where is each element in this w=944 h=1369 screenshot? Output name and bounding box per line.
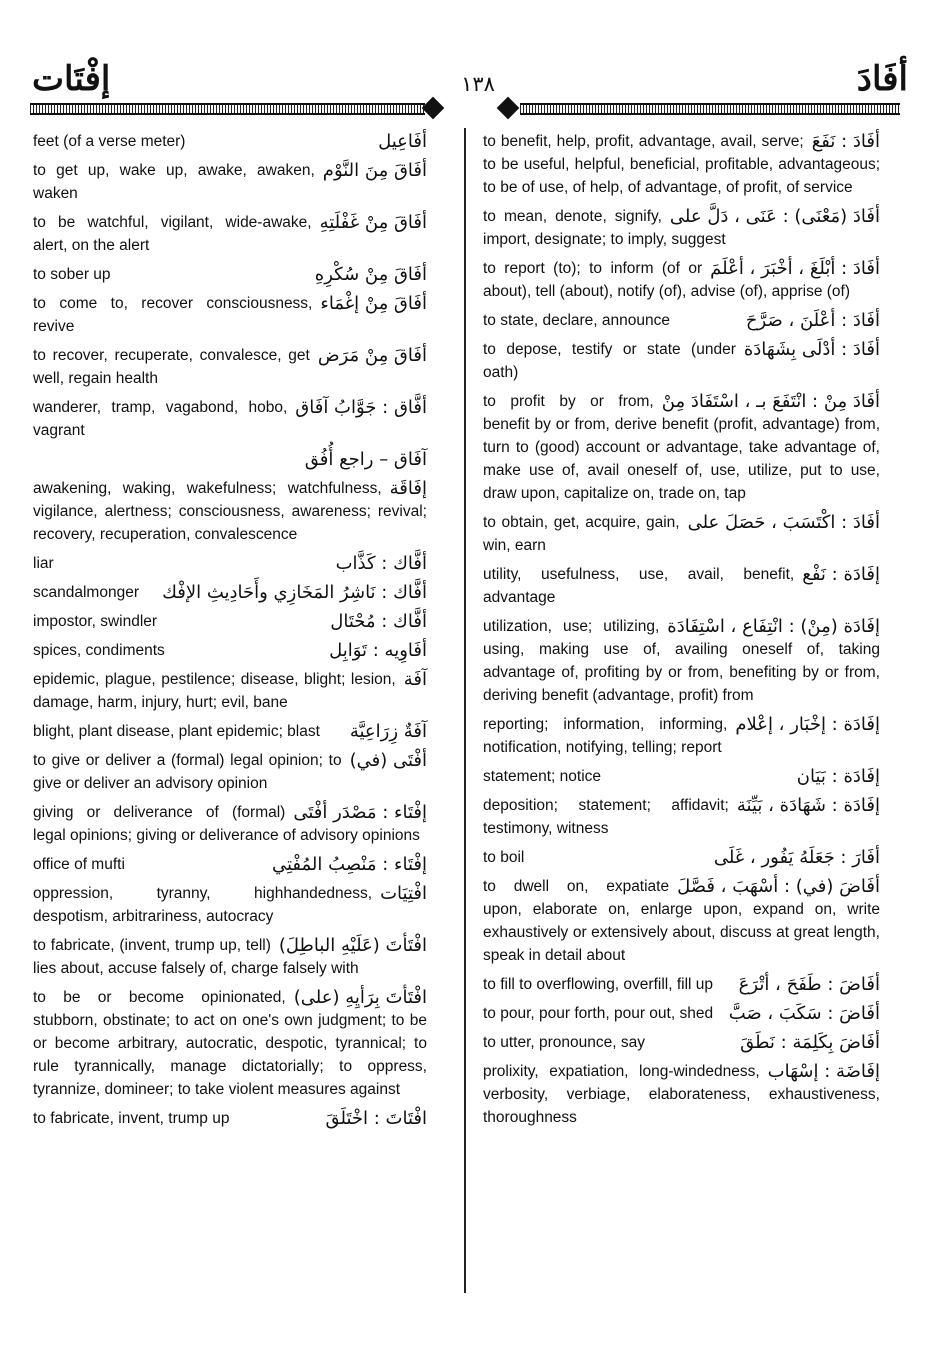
arabic-headword: إفْتَاء : مَنْصِبُ المُفْتِي (271, 854, 427, 875)
dictionary-entry (33, 396, 427, 442)
dictionary-entry (33, 720, 427, 743)
page-number: ١٣٨ (461, 72, 495, 96)
arabic-headword: إفَادَة : بَيَان (796, 766, 880, 787)
dictionary-entry (33, 292, 427, 338)
english-definition: to recover, recuperate, convalesce, get well, regain health (33, 347, 310, 387)
dictionary-entry (483, 973, 880, 996)
dictionary-entry (33, 130, 427, 153)
english-definition: to come to, recover consciousness, revive (33, 295, 313, 335)
dictionary-entry (483, 309, 880, 332)
header-right-word: أفَادَ (856, 59, 908, 99)
arabic-headword: آفَة (403, 669, 427, 690)
english-definition: reporting; information, informing, notification, notifying, telling; report (483, 716, 728, 756)
english-definition: to get up, wake up, awake, awaken, waken (33, 162, 315, 202)
english-definition: to benefit, help, profit, advantage, avail, serve; to be useful, helpful, beneficial, profitable, advantageous; to be of use, of help, of advantage, of profit, of service (483, 133, 880, 196)
arabic-headword: إفْتَاء : مَصْدَر أفْتَى (293, 802, 427, 823)
arabic-headword: أفَادَ : اكْتَسَبَ ، حَصَلَ على (687, 512, 880, 533)
english-definition: utilization, use; utilizing, using, making use of, availing oneself of, taking advantage of, profiting by or from, benefiting by or from, deriving benefit (advantage, profit) from (483, 618, 880, 704)
dictionary-entry (483, 765, 880, 788)
dictionary-entry (483, 130, 880, 199)
dictionary-entry (33, 581, 427, 604)
dictionary-entry (483, 205, 880, 251)
arabic-headword: أفَارَ : جَعَلَهُ يَفُور ، غَلَى (713, 847, 880, 868)
header-diamond-left (422, 97, 445, 120)
arabic-headword: افْتَأتَ بِرَأيِهِ (على) (293, 987, 427, 1008)
english-definition: oppression, tyranny, highhandedness, despotism, arbitrariness, autocracy (33, 885, 373, 925)
dictionary-entry (483, 338, 880, 384)
arabic-headword: أفَاضَ (في) : أسْهَبَ ، فَصَّلَ (677, 876, 880, 897)
dictionary-entry (483, 511, 880, 557)
header-left-word: إفْتَات (32, 59, 111, 99)
arabic-headword: أفَاوِيه : تَوَابِل (329, 640, 427, 661)
dictionary-entry (483, 615, 880, 707)
arabic-headword: أفَاضَ : سَكَبَ ، صَبَّ (728, 1003, 880, 1024)
dictionary-entry (33, 344, 427, 390)
english-definition: to be watchful, vigilant, wide-awake, alert, on the alert (33, 214, 312, 254)
dictionary-entry (33, 668, 427, 714)
arabic-headword: أفَادَ : نَفَعَ (811, 131, 880, 152)
arabic-headword: أفَادَ مِنْ : انْتَفَعَ بـ ، اسْتَفَادَ مِنْ (661, 391, 880, 412)
english-definition: to depose, testify or state (under oath) (483, 341, 736, 381)
arabic-headword: آفَةٌ زِرَاعِيَّة (349, 721, 427, 742)
english-definition: to mean, denote, signify, import, designate; to imply, suggest (483, 208, 726, 248)
english-definition: to fill to overflowing, overfill, fill up (483, 976, 714, 993)
dictionary-entry (483, 794, 880, 840)
dictionary-entry (33, 477, 427, 546)
english-definition: epidemic, plague, pestilence; disease, blight; lesion, damage, harm, injury, hurt; evil, bane (33, 671, 396, 711)
dictionary-entry (33, 552, 427, 575)
dictionary-entry (483, 846, 880, 869)
arabic-headword: أفَّاك : مُحْتَال (330, 611, 427, 632)
english-definition: utility, usefulness, use, avail, benefit, advantage (483, 566, 795, 606)
english-definition: impostor, swindler (33, 613, 158, 630)
header-rule-left (30, 103, 425, 115)
english-definition: awakening, waking, wakefulness; watchfulness, vigilance, alertness; consciousness, awareness; revival; recovery, recuperation, convalescence (33, 480, 427, 543)
arabic-headword: أفْتَى (في) (349, 750, 427, 771)
arabic-headword: أفَّاق : جَوَّابُ آفَاق (295, 397, 427, 418)
dictionary-entry (483, 875, 880, 967)
english-definition: to sober up (33, 266, 111, 283)
english-definition: prolixity, expatiation, long-windedness, verbosity, verbiage, elaborateness, exhaustiveness, thoroughness (483, 1063, 880, 1126)
english-definition: to report (to); to inform (of or about), tell (about), notify (of), advise (of), apprise (of) (483, 260, 850, 300)
dictionary-entry (483, 257, 880, 303)
arabic-headword: أفَاقَ مِنْ سُكْرِهِ (314, 264, 427, 285)
header-diamond-right (497, 97, 520, 120)
dictionary-entry (483, 390, 880, 505)
english-definition: deposition; statement; affidavit; testimony, witness (483, 797, 729, 837)
english-definition: to state, declare, announce (483, 312, 670, 329)
arabic-headword: افْتَأتَ (عَلَيْهِ الباطِلَ) (278, 935, 427, 956)
dictionary-entry (33, 211, 427, 257)
english-definition: to give or deliver a (formal) legal opinion; to give or deliver an advisory opinion (33, 752, 342, 792)
english-definition: wanderer, tramp, vagabond, hobo, vagrant (33, 399, 288, 439)
english-definition: to pour, pour forth, pour out, shed (483, 1005, 714, 1022)
column-divider (464, 128, 466, 1293)
english-definition: blight, plant disease, plant epidemic; blast (33, 723, 320, 740)
arabic-headword: أفَاقَ مِنَ النَّوْم (322, 160, 427, 181)
arabic-headword: أفَادَ : أعْلَنَ ، صَرَّحَ (745, 310, 880, 331)
dictionary-entry (33, 853, 427, 876)
dictionary-entry (33, 639, 427, 662)
arabic-headword: إفَادَة : شَهَادَة ، بَيِّنَة (736, 795, 880, 816)
dictionary-entry (483, 563, 880, 609)
english-definition: to be or become opinionated, stubborn, obstinate; to act on one's own judgment; to be or become arbitrary, autocratic, despotic, tyrannical; to rule tyrannically, manage dictatorially; to oppress, tyrannize, domineer; to take violent measures against (33, 989, 427, 1098)
english-definition: to profit by or from, benefit by or from, derive benefit (profit, advantage) from, turn to (good) account or advantage, take advantage of, make use of, avail oneself of, use, utilize, put to use, draw upon, capitalize on, trade on, tap (483, 393, 880, 502)
arabic-headword: إفَادَة (مِنْ) : انْتِفَاع ، اسْتِفَادَة (667, 616, 880, 637)
english-definition: spices, condiments (33, 642, 165, 659)
english-definition: to dwell on, expatiate upon, elaborate on, enlarge upon, expand on, write exhaustively or extensively about, discuss at great length, speak in detail about (483, 878, 880, 964)
arabic-headword: أفَّاك : نَاشِرُ المَخَازِي وأَحَادِيثِ الإفْك (162, 582, 427, 603)
dictionary-entry (33, 882, 427, 928)
dictionary-entry (33, 448, 427, 471)
dictionary-entry (33, 986, 427, 1101)
english-definition: to obtain, get, acquire, gain, win, earn (483, 514, 680, 554)
english-definition: to fabricate, (invent, trump up, tell) lies about, accuse falsely of, charge falsely with (33, 937, 359, 977)
english-definition: to boil (483, 849, 525, 866)
arabic-headword: افْتِيَات (380, 883, 427, 904)
english-definition: feet (of a verse meter) (33, 133, 186, 150)
dictionary-entry (33, 1107, 427, 1130)
dictionary-entry (483, 1060, 880, 1129)
arabic-headword: أفَّاك : كَذَّاب (335, 553, 427, 574)
arabic-headword: إفَاضَة : إسْهَاب (767, 1061, 880, 1082)
arabic-headword: أفَاضَ : طَفَحَ ، أتْرَعَ (738, 974, 880, 995)
dictionary-entry (33, 934, 427, 980)
arabic-headword: أفَاقَ مِنْ مَرَض (317, 345, 427, 366)
english-definition: to fabricate, invent, trump up (33, 1110, 230, 1127)
arabic-headword: أفَادَ : أدْلَى بِشَهَادَة (743, 339, 880, 360)
dictionary-entry (483, 1031, 880, 1054)
dictionary-entry (483, 713, 880, 759)
arabic-headword: إفَادَة : إخْبَار ، إعْلام (735, 714, 880, 735)
english-definition: office of mufti (33, 856, 125, 873)
arabic-headword: أفَاضَ بِكَلِمَة : نَطَقَ (740, 1032, 880, 1053)
left-column (33, 130, 427, 1136)
header-rule-right (520, 103, 900, 115)
right-column (483, 130, 880, 1135)
dictionary-entry (33, 801, 427, 847)
arabic-headword: إفَاقَة (389, 478, 427, 499)
dictionary-entry (33, 749, 427, 795)
arabic-headword: آفَاق – راجع أُفُق (304, 449, 427, 470)
arabic-headword: أفَاقَ مِنْ إغْمَاء (320, 293, 427, 314)
arabic-headword: افْتَاتَ : اخْتَلَقَ (325, 1108, 427, 1129)
english-definition: giving or deliverance of (formal) legal opinions; giving or deliverance of advisory opinions (33, 804, 420, 844)
english-definition: to utter, pronounce, say (483, 1034, 645, 1051)
arabic-headword: أفَاعِيل (378, 131, 427, 152)
arabic-headword: أفَادَ (مَعْنَى) : عَنَى ، دَلَّ على (669, 206, 880, 227)
english-definition: liar (33, 555, 54, 572)
dictionary-entry (33, 159, 427, 205)
dictionary-entry (33, 263, 427, 286)
arabic-headword: إفَادَة : نَفْع (802, 564, 880, 585)
english-definition: scandalmonger (33, 584, 139, 601)
english-definition: statement; notice (483, 768, 602, 785)
arabic-headword: أفَادَ : أبْلَغَ ، أخْبَرَ ، أعْلَمَ (710, 258, 880, 279)
arabic-headword: أفَاقَ مِنْ غَفْلَتِهِ (319, 212, 427, 233)
dictionary-entry (483, 1002, 880, 1025)
dictionary-entry (33, 610, 427, 633)
